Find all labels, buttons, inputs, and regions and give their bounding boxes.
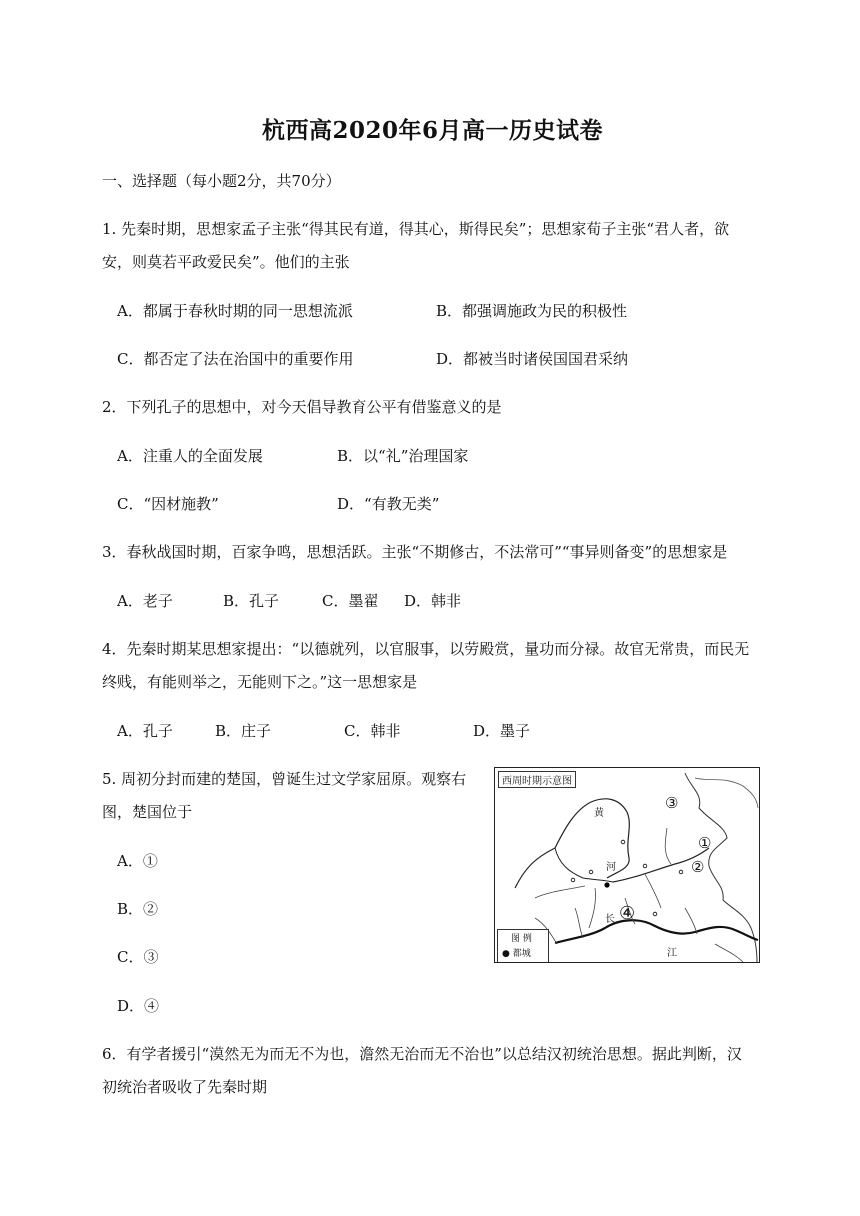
map-label-chang: 长 bbox=[605, 914, 615, 925]
map-marker-1: ① bbox=[698, 834, 712, 852]
map-marker-4: ④ bbox=[619, 903, 636, 924]
legend-capital: ● 都城 bbox=[502, 949, 531, 959]
question-1-line-2: 安，则莫若平政爱民矣”。他们的主张 bbox=[102, 253, 350, 271]
map-marker-3: ③ bbox=[665, 794, 679, 812]
question-4-line-1: 4．先秦时期某思想家提出：“以德就列，以官服事，以劳殿赏，量功而分禄。故官无常贵，而民无 bbox=[102, 640, 750, 658]
question-4-option-c: C．韩非 bbox=[344, 722, 401, 740]
section-heading: 一、选择题（每小题2分，共70分） bbox=[102, 172, 341, 190]
question-5-option-c: C．③ bbox=[117, 948, 159, 966]
question-3-line-1: 3．春秋战国时期，百家争鸣，思想活跃。主张“不期修古，不法常可”“事异则备变”的思想家是 bbox=[102, 543, 728, 561]
map-label-jiang: 江 bbox=[667, 948, 677, 959]
western-zhou-map bbox=[494, 767, 760, 963]
question-1-option-a: A．都属于春秋时期的同一思想流派 bbox=[117, 302, 353, 320]
map-marker-2: ② bbox=[691, 858, 705, 876]
question-2-option-c: C．“因材施教” bbox=[117, 495, 219, 513]
question-2-option-b: B．以“礼”治理国家 bbox=[337, 447, 469, 465]
question-5-option-a: A．① bbox=[117, 852, 158, 870]
page-title: 杭西高2020年6月高一历史试卷 bbox=[262, 117, 604, 144]
question-6-line-2: 初统治者吸收了先秦时期 bbox=[102, 1078, 268, 1096]
map-label-huang: 黄 bbox=[594, 808, 604, 819]
map-title: 西周时期示意图 bbox=[498, 771, 576, 788]
question-6-line-1: 6．有学者援引“漠然无为而无不为也，澹然无治而无不治也”以总结汉初统治思想。据此判断，汉 bbox=[102, 1045, 742, 1063]
question-1-option-d: D．都被当时诸侯国国君采纳 bbox=[436, 350, 629, 368]
question-4-line-2: 终贱，有能则举之，无能则下之。”这一思想家是 bbox=[102, 673, 418, 691]
map-legend bbox=[497, 929, 549, 963]
question-2-line-1: 2．下列孔子的思想中，对今天倡导教育公平有借鉴意义的是 bbox=[102, 398, 502, 416]
legend-title: 图 例 bbox=[511, 934, 532, 944]
question-5-line-1: 5. 周初分封而建的楚国，曾诞生过文学家屈原。观察右 bbox=[102, 770, 467, 788]
question-3-option-b: B．孔子 bbox=[223, 592, 280, 610]
question-1-option-b: B．都强调施政为民的积极性 bbox=[436, 302, 628, 320]
question-3-option-d: D．韩非 bbox=[404, 592, 462, 610]
question-5-option-d: D．④ bbox=[117, 997, 160, 1015]
question-3-option-a: A．老子 bbox=[117, 592, 173, 610]
question-4-option-a: A．孔子 bbox=[117, 722, 173, 740]
question-5-line-2: 图，楚国位于 bbox=[102, 803, 193, 821]
question-1-option-c: C．都否定了法在治国中的重要作用 bbox=[117, 350, 354, 368]
question-5-option-b: B．② bbox=[117, 900, 159, 918]
question-2-option-d: D．“有教无类” bbox=[337, 495, 440, 513]
question-4-option-b: B．庄子 bbox=[215, 722, 272, 740]
question-2-option-a: A．注重人的全面发展 bbox=[117, 447, 263, 465]
question-3-option-c: C．墨翟 bbox=[322, 592, 379, 610]
question-4-option-d: D．墨子 bbox=[473, 722, 531, 740]
map-label-he: 河 bbox=[606, 862, 616, 873]
question-1-line-1: 1. 先秦时期，思想家孟子主张“得其民有道，得其心，斯得民矣”；思想家荀子主张“君人者，欲 bbox=[102, 220, 730, 238]
